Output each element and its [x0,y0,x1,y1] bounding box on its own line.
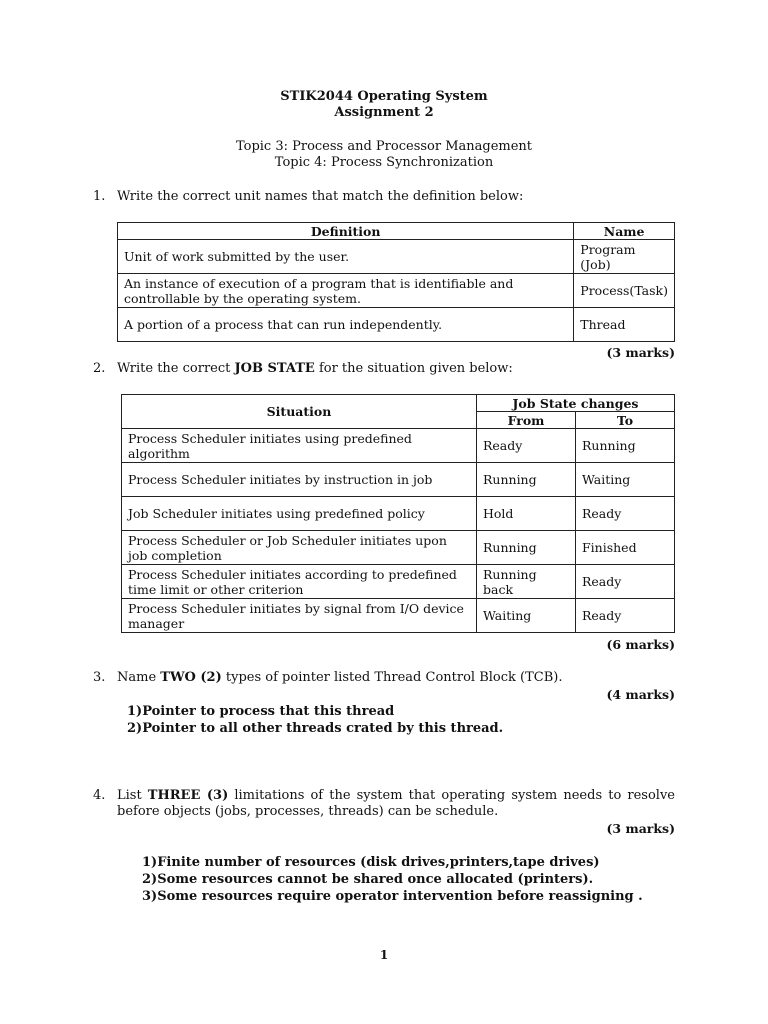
q3-text-bold: TWO (2) [160,670,222,685]
q2-text-bold: JOB STATE [234,361,315,376]
q3-answer-2: 2)Pointer to all other threads crated by this thread. [127,721,504,736]
q2-header-situation: Situation [122,395,477,429]
q2-to-cell: Finished [576,531,675,565]
q4-text: List THREE (3) limitations of the system that operating system needs to resolve before objects (jobs, processes, threads) can be schedule. [117,788,675,819]
q2-situation-cell: Process Scheduler or Job Scheduler initiates upon job completion [122,531,477,565]
course-title: STIK2044 Operating System [280,89,488,104]
table-row [122,565,675,599]
q1-name-cell: Process(Task) [574,274,675,308]
q2-situation-cell: Job Scheduler initiates using predefined policy [122,497,477,531]
q1-table [117,222,675,342]
q1-name-cell: Thread [574,308,675,342]
q2-situation-cell: Process Scheduler initiates according to predefined time limit or other criterion [122,565,477,599]
q1-definition-cell: An instance of execution of a program that is identifiable and controllable by the operating system. [118,274,574,308]
q2-situation-cell: Process Scheduler initiates using predefined algorithm [122,429,477,463]
q2-marks: (6 marks) [606,637,675,652]
q4-answer-1: 1)Finite number of resources (disk drives,printers,tape drives) [142,855,600,870]
table-row [122,497,675,531]
table-row [118,308,675,342]
q1-definition-cell: Unit of work submitted by the user. [118,240,574,274]
q2-from-cell: Running [477,531,576,565]
q4-text-bold: THREE (3) [147,788,229,803]
q2-to-cell: Ready [576,599,675,633]
q2-to-cell: Ready [576,565,675,599]
q4-marks: (3 marks) [606,821,675,836]
q1-header-name: Name [574,223,675,240]
q1-number: 1. [93,189,106,204]
q1-text: Write the correct unit names that match the definition below: [117,189,524,204]
topic-3: Topic 3: Process and Processor Management [235,139,533,154]
q2-header-job-state: Job State changes [477,395,675,412]
assignment-title: Assignment 2 [334,105,434,120]
page-number: 1 [379,948,389,962]
q3-marks: (4 marks) [606,687,675,702]
q2-to-cell: Waiting [576,463,675,497]
table-row [122,599,675,633]
q1-definition-cell: A portion of a process that can run independently. [118,308,574,342]
q4-answer-2: 2)Some resources cannot be shared once allocated (printers). [142,872,594,887]
q3-text: Name TWO (2) types of pointer listed Thread Control Block (TCB). [117,670,563,685]
table-row [118,240,675,274]
table-row [118,274,675,308]
q2-from-cell: Ready [477,429,576,463]
q2-from-cell: Hold [477,497,576,531]
table-row [122,429,675,463]
q2-table [121,394,675,633]
q2-to-cell: Ready [576,497,675,531]
q2-header-from: From [477,412,576,429]
q1-name-cell: Program (Job) [574,240,675,274]
q2-number: 2. [93,361,106,376]
q2-header-to: To [576,412,675,429]
q1-header-definition: Definition [118,223,574,240]
table-row [122,463,675,497]
q2-to-cell: Running [576,429,675,463]
q2-situation-cell: Process Scheduler initiates by instruction in job [122,463,477,497]
q1-marks: (3 marks) [606,345,675,360]
table-row [122,531,675,565]
topic-4: Topic 4: Process Synchronization [274,155,494,170]
q2-from-cell: Running back [477,565,576,599]
q2-text: Write the correct JOB STATE for the situation given below: [117,361,513,376]
q3-answer-1: 1)Pointer to process that this thread [127,704,395,719]
q3-number: 3. [93,670,106,685]
q2-situation-cell: Process Scheduler initiates by signal from I/O device manager [122,599,477,633]
q4-answer-3: 3)Some resources require operator intervention before reassigning . [142,889,643,904]
q2-from-cell: Running [477,463,576,497]
q2-from-cell: Waiting [477,599,576,633]
q4-number: 4. [93,788,106,803]
